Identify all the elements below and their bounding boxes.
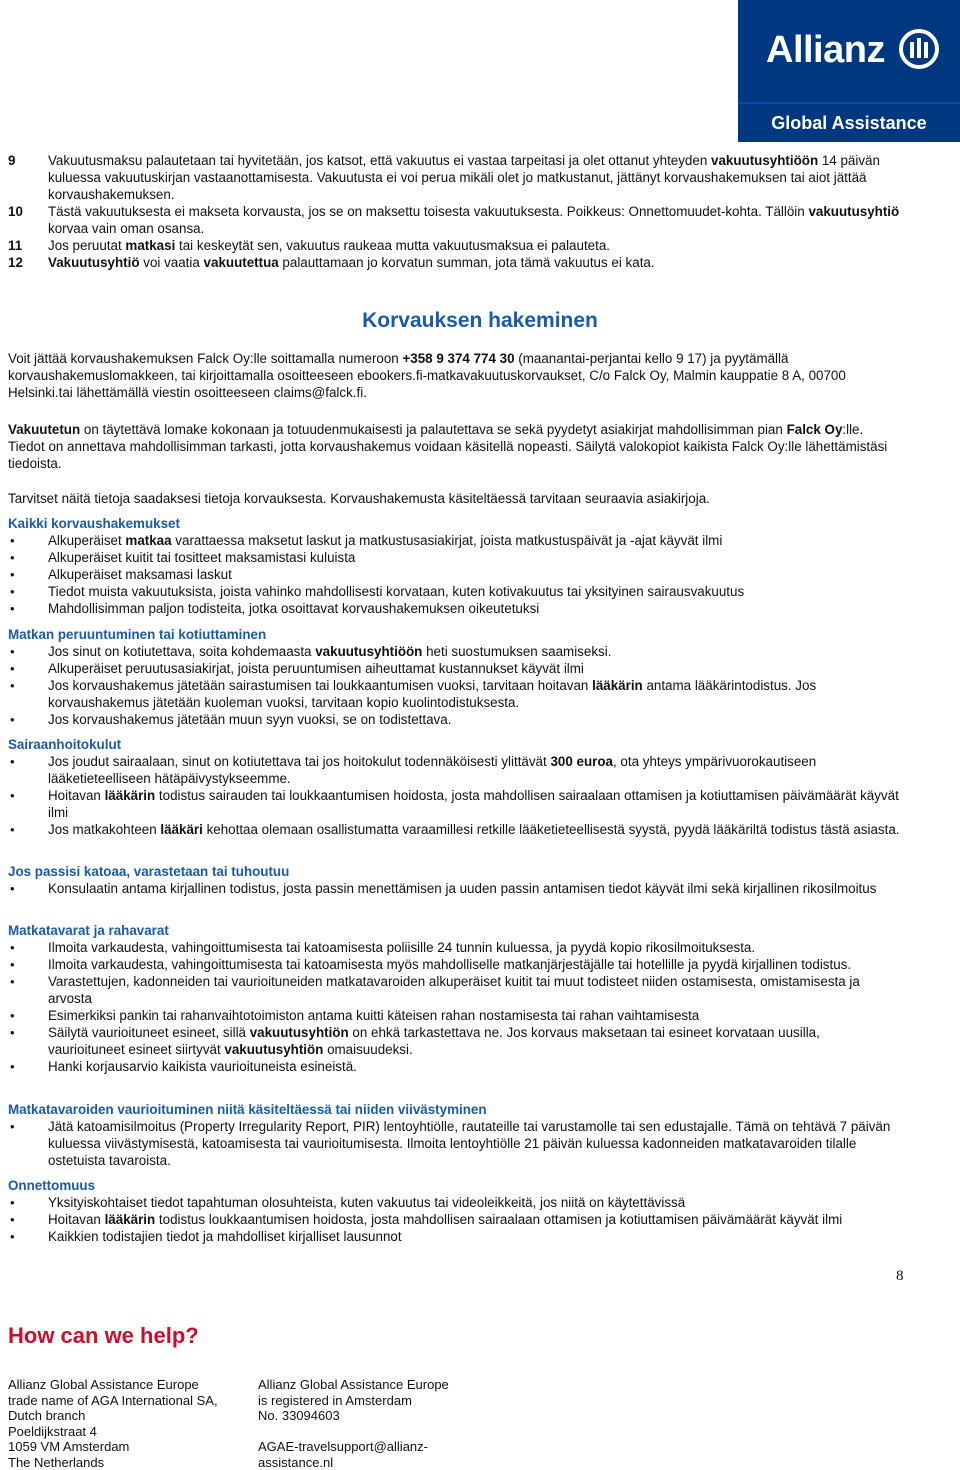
section-cancellation bbox=[8, 626, 900, 728]
text-run: Jos peruutat bbox=[48, 238, 125, 253]
bold-text: vakuutusyhtiön bbox=[250, 1025, 349, 1040]
list-item bbox=[8, 880, 900, 897]
text-run: Alkuperäiset kuitit tai tositteet maksamistasi kuluista bbox=[48, 550, 355, 565]
text-run: Alkuperäiset peruutusasiakirjat, joista peruuntumisen aiheuttamat kustannukset käyvät ilmi bbox=[48, 661, 584, 676]
help-heading: How can we help? bbox=[8, 1322, 199, 1350]
list-item bbox=[8, 1118, 900, 1169]
numbered-item bbox=[8, 203, 908, 237]
item-text bbox=[48, 203, 908, 237]
list-item bbox=[8, 532, 900, 549]
section-baggage-damage bbox=[8, 1101, 900, 1169]
item-number: 11 bbox=[8, 237, 48, 254]
footer-registration bbox=[258, 1377, 449, 1470]
bold-text: +358 9 374 774 30 bbox=[402, 351, 514, 366]
bullet-list bbox=[8, 643, 900, 728]
allianz-eagle-icon bbox=[898, 28, 940, 70]
text-run: voi vaatia bbox=[140, 255, 204, 270]
intro-paragraph bbox=[8, 350, 900, 401]
section-baggage-money bbox=[8, 922, 900, 1075]
documents-paragraph bbox=[8, 490, 900, 507]
text-run: Hoitavan bbox=[48, 1212, 105, 1227]
section-heading: Sairaanhoitokulut bbox=[8, 736, 900, 753]
logo-subtitle: Global Assistance bbox=[738, 102, 960, 142]
footer-line: Allianz Global Assistance Europe bbox=[8, 1377, 218, 1393]
text-run: heti suostumuksen saamiseksi. bbox=[422, 644, 611, 659]
text-run: Jätä katoamisilmoitus (Property Irregularity Report, PIR) lentoyhtiölle, rautateille tai varustamolle tai sen edustajalle. Tämä on tehtävä 7 päivän kuluessa viivästymisestä, katoamisesta tai vaurioitumisesta. Ilmoita lentoyhtiölle 21 päivän kuluessa kadonneiden matkatavaroiden tilalle ostetuista tavaroista. bbox=[48, 1119, 890, 1168]
list-item bbox=[8, 583, 900, 600]
text-run: Yksityiskohtaiset tiedot tapahtuman olosuhteista, kuten vakuutus tai videoleikkeitä, jos niitä on käytettävissä bbox=[48, 1195, 685, 1210]
instructions-paragraph bbox=[8, 421, 900, 472]
item-number: 9 bbox=[8, 152, 48, 203]
footer-line: Poeldijkstraat 4 bbox=[8, 1424, 218, 1440]
text-run: , ota yhteys ympärivuorokautiseen lääketieteelliseen hätäpäivystykseemme. bbox=[48, 754, 816, 786]
list-item bbox=[8, 1024, 900, 1058]
section-heading: Kaikki korvaushakemukset bbox=[8, 515, 900, 532]
bullet-list bbox=[8, 1194, 900, 1245]
bold-text: 300 euroa bbox=[550, 754, 613, 769]
page-number: 8 bbox=[896, 1268, 904, 1285]
text-run: kehottaa olemaan osallistumatta varaamillesi retkille lääketieteellisestä syystä, pyydä lääkäriltä todistus tästä asiasta. bbox=[203, 822, 900, 837]
section-heading: Matkatavarat ja rahavarat bbox=[8, 922, 900, 939]
text-run: Konsulaatin antama kirjallinen todistus, josta passin menettämisen ja uuden passin antamisen tiedot käyvät ilmi sekä kirjallinen rikosilmoitus bbox=[48, 881, 876, 896]
list-item bbox=[8, 566, 900, 583]
list-item bbox=[8, 973, 900, 1007]
list-item bbox=[8, 1211, 900, 1228]
text-run: Vakuutusmaksu palautetaan tai hyvitetään, jos katsot, että vakuutus ei vastaa tarpeitasi ja olet ottanut yhteyden bbox=[48, 153, 711, 168]
text-run: Ilmoita varkaudesta, vahingoittumisesta tai katoamisesta myös mahdolliselle matkanjärjestäjälle tai hotellille ja pyydä kirjallinen todistus. bbox=[48, 957, 851, 972]
bold-text: Vakuutetun bbox=[8, 422, 80, 437]
section-heading: Onnettomuus bbox=[8, 1177, 900, 1194]
section-heading: Jos passisi katoaa, varastetaan tai tuhoutuu bbox=[8, 863, 900, 880]
bold-text: Vakuutusyhtiö bbox=[48, 255, 140, 270]
footer-line: Allianz Global Assistance Europe bbox=[258, 1377, 449, 1393]
footer-line: assistance.nl bbox=[258, 1455, 449, 1470]
text-run: Voit jättää korvaushakemuksen Falck Oy:lle soittamalla numeroon bbox=[8, 351, 402, 366]
bold-text: vakuutusyhtiö bbox=[808, 204, 899, 219]
list-item bbox=[8, 1058, 900, 1075]
section-all-claims bbox=[8, 515, 900, 617]
footer-line: trade name of AGA International SA, bbox=[8, 1393, 218, 1409]
text-run: :lle. Tiedot on annettava mahdollisimman tarkasti, jotta korvaushakemus voidaan käsitellä nopeasti. Säilytä valokopiot kaikista Falck Oy:lle lähettämistäsi tiedoista. bbox=[8, 422, 887, 471]
bullet-list bbox=[8, 939, 900, 1075]
bold-text: lääkärin bbox=[105, 788, 156, 803]
text-run: Tiedot muista vakuutuksista, joista vahinko mahdollisesti korvataan, kuten kotivakuutus tai yksityinen sairausvakuutus bbox=[48, 584, 744, 599]
numbered-item bbox=[8, 237, 908, 254]
numbered-terms-list bbox=[8, 152, 908, 271]
text-run: Ilmoita varkaudesta, vahingoittumisesta tai katoamisesta poliisille 24 tunnin kuluessa, ja pyydä kopio rikosilmoituksesta. bbox=[48, 940, 755, 955]
text-run: Jos sinut on kotiutettava, soita kohdemaasta bbox=[48, 644, 315, 659]
text-run: Alkuperäiset bbox=[48, 533, 125, 548]
bold-text: lääkärin bbox=[105, 1212, 156, 1227]
text-run: Varastettujen, kadonneiden tai vaurioituneiden matkatavaroiden alkuperäiset kuitit tai muut todisteet niiden ostamisesta, omistamisesta ja arvosta bbox=[48, 974, 860, 1006]
section-accident bbox=[8, 1177, 900, 1245]
list-item bbox=[8, 549, 900, 566]
text-run: Hanki korjausarvio kaikista vaurioituneista esineistä. bbox=[48, 1059, 357, 1074]
bullet-list bbox=[8, 532, 900, 617]
text-run: (maanantai-perjantai kello 9 17) ja pyytämällä korvaushakemuslomakkeen, tai kirjoittamalla osoitteeseen ebookers.fi-matkavakuutuskorvaukset, C/o Falck Oy, Malmin kauppatie 8 A, 00700 Helsinki.tai lähettämällä viestin osoitteeseen claims@falck.fi. bbox=[8, 351, 846, 400]
text-run: Hoitavan bbox=[48, 788, 105, 803]
bullet-list bbox=[8, 753, 900, 838]
list-item bbox=[8, 1228, 900, 1245]
item-text bbox=[48, 237, 908, 254]
footer-company-address bbox=[8, 1377, 218, 1470]
text-run: todistus sairauden tai loukkaantumisen hoidosta, josta mahdollisen sairaalaan ottamisen ja kotiuttamisen päivämäärät käyvät ilmi bbox=[48, 788, 899, 820]
list-item bbox=[8, 821, 900, 838]
text-run: Kaikkien todistajien tiedot ja mahdolliset kirjalliset lausunnot bbox=[48, 1229, 402, 1244]
list-item bbox=[8, 660, 900, 677]
footer-line: is registered in Amsterdam bbox=[258, 1393, 449, 1409]
footer-line: Dutch branch bbox=[8, 1408, 218, 1424]
item-number: 12 bbox=[8, 254, 48, 271]
list-item bbox=[8, 1007, 900, 1024]
bold-text: lääkärin bbox=[592, 678, 643, 693]
text-run: tai keskeytät sen, vakuutus raukeaa mutta vakuutusmaksua ei palauteta. bbox=[175, 238, 610, 253]
numbered-item bbox=[8, 254, 908, 271]
item-text bbox=[48, 152, 908, 203]
section-heading: Matkatavaroiden vaurioituminen niitä käsiteltäessä tai niiden viivästyminen bbox=[8, 1101, 900, 1118]
bold-text: vakuutusyhtiöön bbox=[315, 644, 422, 659]
section-heading: Matkan peruuntuminen tai kotiuttaminen bbox=[8, 626, 900, 643]
allianz-logo bbox=[738, 0, 960, 140]
section-medical-costs bbox=[8, 736, 900, 838]
text-run: Jos joudut sairaalaan, sinut on kotiutettava tai jos hoitokulut todennäköisesti ylittävät bbox=[48, 754, 550, 769]
bullet-list bbox=[8, 880, 900, 897]
bullet-list bbox=[8, 1118, 900, 1169]
text-run: varattaessa maksetut laskut ja matkustusasiakirjat, joista matkustuspäivät ja -ajat käyvät ilmi bbox=[172, 533, 723, 548]
text-run: Jos korvaushakemus jätetään muun syyn vuoksi, se on todistettava. bbox=[48, 712, 451, 727]
text-run: Esimerkiksi pankin tai rahanvaihtotoimiston antama kuitti käteisen rahan nostamisesta tai rahan vaihtamisesta bbox=[48, 1008, 699, 1023]
item-number: 10 bbox=[8, 203, 48, 237]
footer-line: No. 33094603 bbox=[258, 1408, 449, 1424]
text-run: palauttamaan jo korvatun summan, jota tämä vakuutus ei kata. bbox=[279, 255, 655, 270]
text-run: Säilytä vaurioituneet esineet, sillä bbox=[48, 1025, 250, 1040]
text-run: todistus loukkaantumisen hoidosta, josta mahdollisen sairaalaan ottamisen ja kotiuttamisen päivämäärät käyvät ilmi bbox=[155, 1212, 842, 1227]
logo-brand: Allianz bbox=[766, 30, 885, 70]
list-item bbox=[8, 956, 900, 973]
text-run: on ehkä tarkastettava ne. Jos korvaus maksetaan tai esineet korvataan uusilla, vaurioituneet esineet siirtyvät bbox=[48, 1025, 820, 1057]
bold-text: matkaa bbox=[125, 533, 171, 548]
footer-line: The Netherlands bbox=[8, 1455, 218, 1470]
footer-line bbox=[258, 1424, 449, 1440]
list-item bbox=[8, 939, 900, 956]
text-run: on täytettävä lomake kokonaan ja totuudenmukaisesti ja palautettava se sekä pyydetyt asiakirjat mahdollisimman pian bbox=[80, 422, 786, 437]
bold-text: vakuutusyhtiöön bbox=[711, 153, 818, 168]
footer-line: AGAE-travelsupport@allianz- bbox=[258, 1439, 449, 1455]
list-item bbox=[8, 753, 900, 787]
list-item bbox=[8, 600, 900, 617]
bold-text: Falck Oy bbox=[787, 422, 843, 437]
list-item bbox=[8, 677, 900, 711]
page-title: Korvauksen hakeminen bbox=[0, 308, 960, 334]
text-run: Alkuperäiset maksamasi laskut bbox=[48, 567, 232, 582]
item-text bbox=[48, 254, 908, 271]
text-run: 14 päivän kuluessa vakuutuskirjan vastaanottamisesta. Vakuutusta ei voi perua mikäli olet jo matkustanut, jättänyt korvaushakemuksen tai aiot jättää korvaushakemuksen. bbox=[48, 153, 880, 202]
text-run: omaisuudeksi. bbox=[323, 1042, 412, 1057]
bold-text: vakuutettua bbox=[204, 255, 279, 270]
section-lost-passport bbox=[8, 863, 900, 897]
text-run: korvaa vain oman osansa. bbox=[48, 221, 204, 236]
text-run: Tarvitset näitä tietoja saadaksesi tietoja korvauksesta. Korvaushakemusta käsiteltäessä tarvitaan seuraavia asiakirjoja. bbox=[8, 491, 710, 506]
list-item bbox=[8, 711, 900, 728]
bold-text: matkasi bbox=[125, 238, 175, 253]
footer-line: 1059 VM Amsterdam bbox=[8, 1439, 218, 1455]
text-run: antama lääkärintodistus. Jos korvaushakemus jätetään kuoleman vuoksi, tarvitaan kopio kuolintodistuksesta. bbox=[48, 678, 816, 710]
bold-text: lääkäri bbox=[160, 822, 202, 837]
text-run: Jos matkakohteen bbox=[48, 822, 160, 837]
text-run: Jos korvaushakemus jätetään sairastumisen tai loukkaantumisen vuoksi, tarvitaan hoitavan bbox=[48, 678, 592, 693]
text-run: Mahdollisimman paljon todisteita, jotka osoittavat korvaushakemuksen oikeutetuksi bbox=[48, 601, 539, 616]
list-item bbox=[8, 643, 900, 660]
bold-text: vakuutusyhtiön bbox=[224, 1042, 323, 1057]
numbered-item bbox=[8, 152, 908, 203]
list-item bbox=[8, 1194, 900, 1211]
list-item bbox=[8, 787, 900, 821]
text-run: Tästä vakuutuksesta ei makseta korvausta, jos se on maksettu toisesta vakuutuksesta. Poikkeus: Onnettomuudet-kohta. Tällöin bbox=[48, 204, 808, 219]
